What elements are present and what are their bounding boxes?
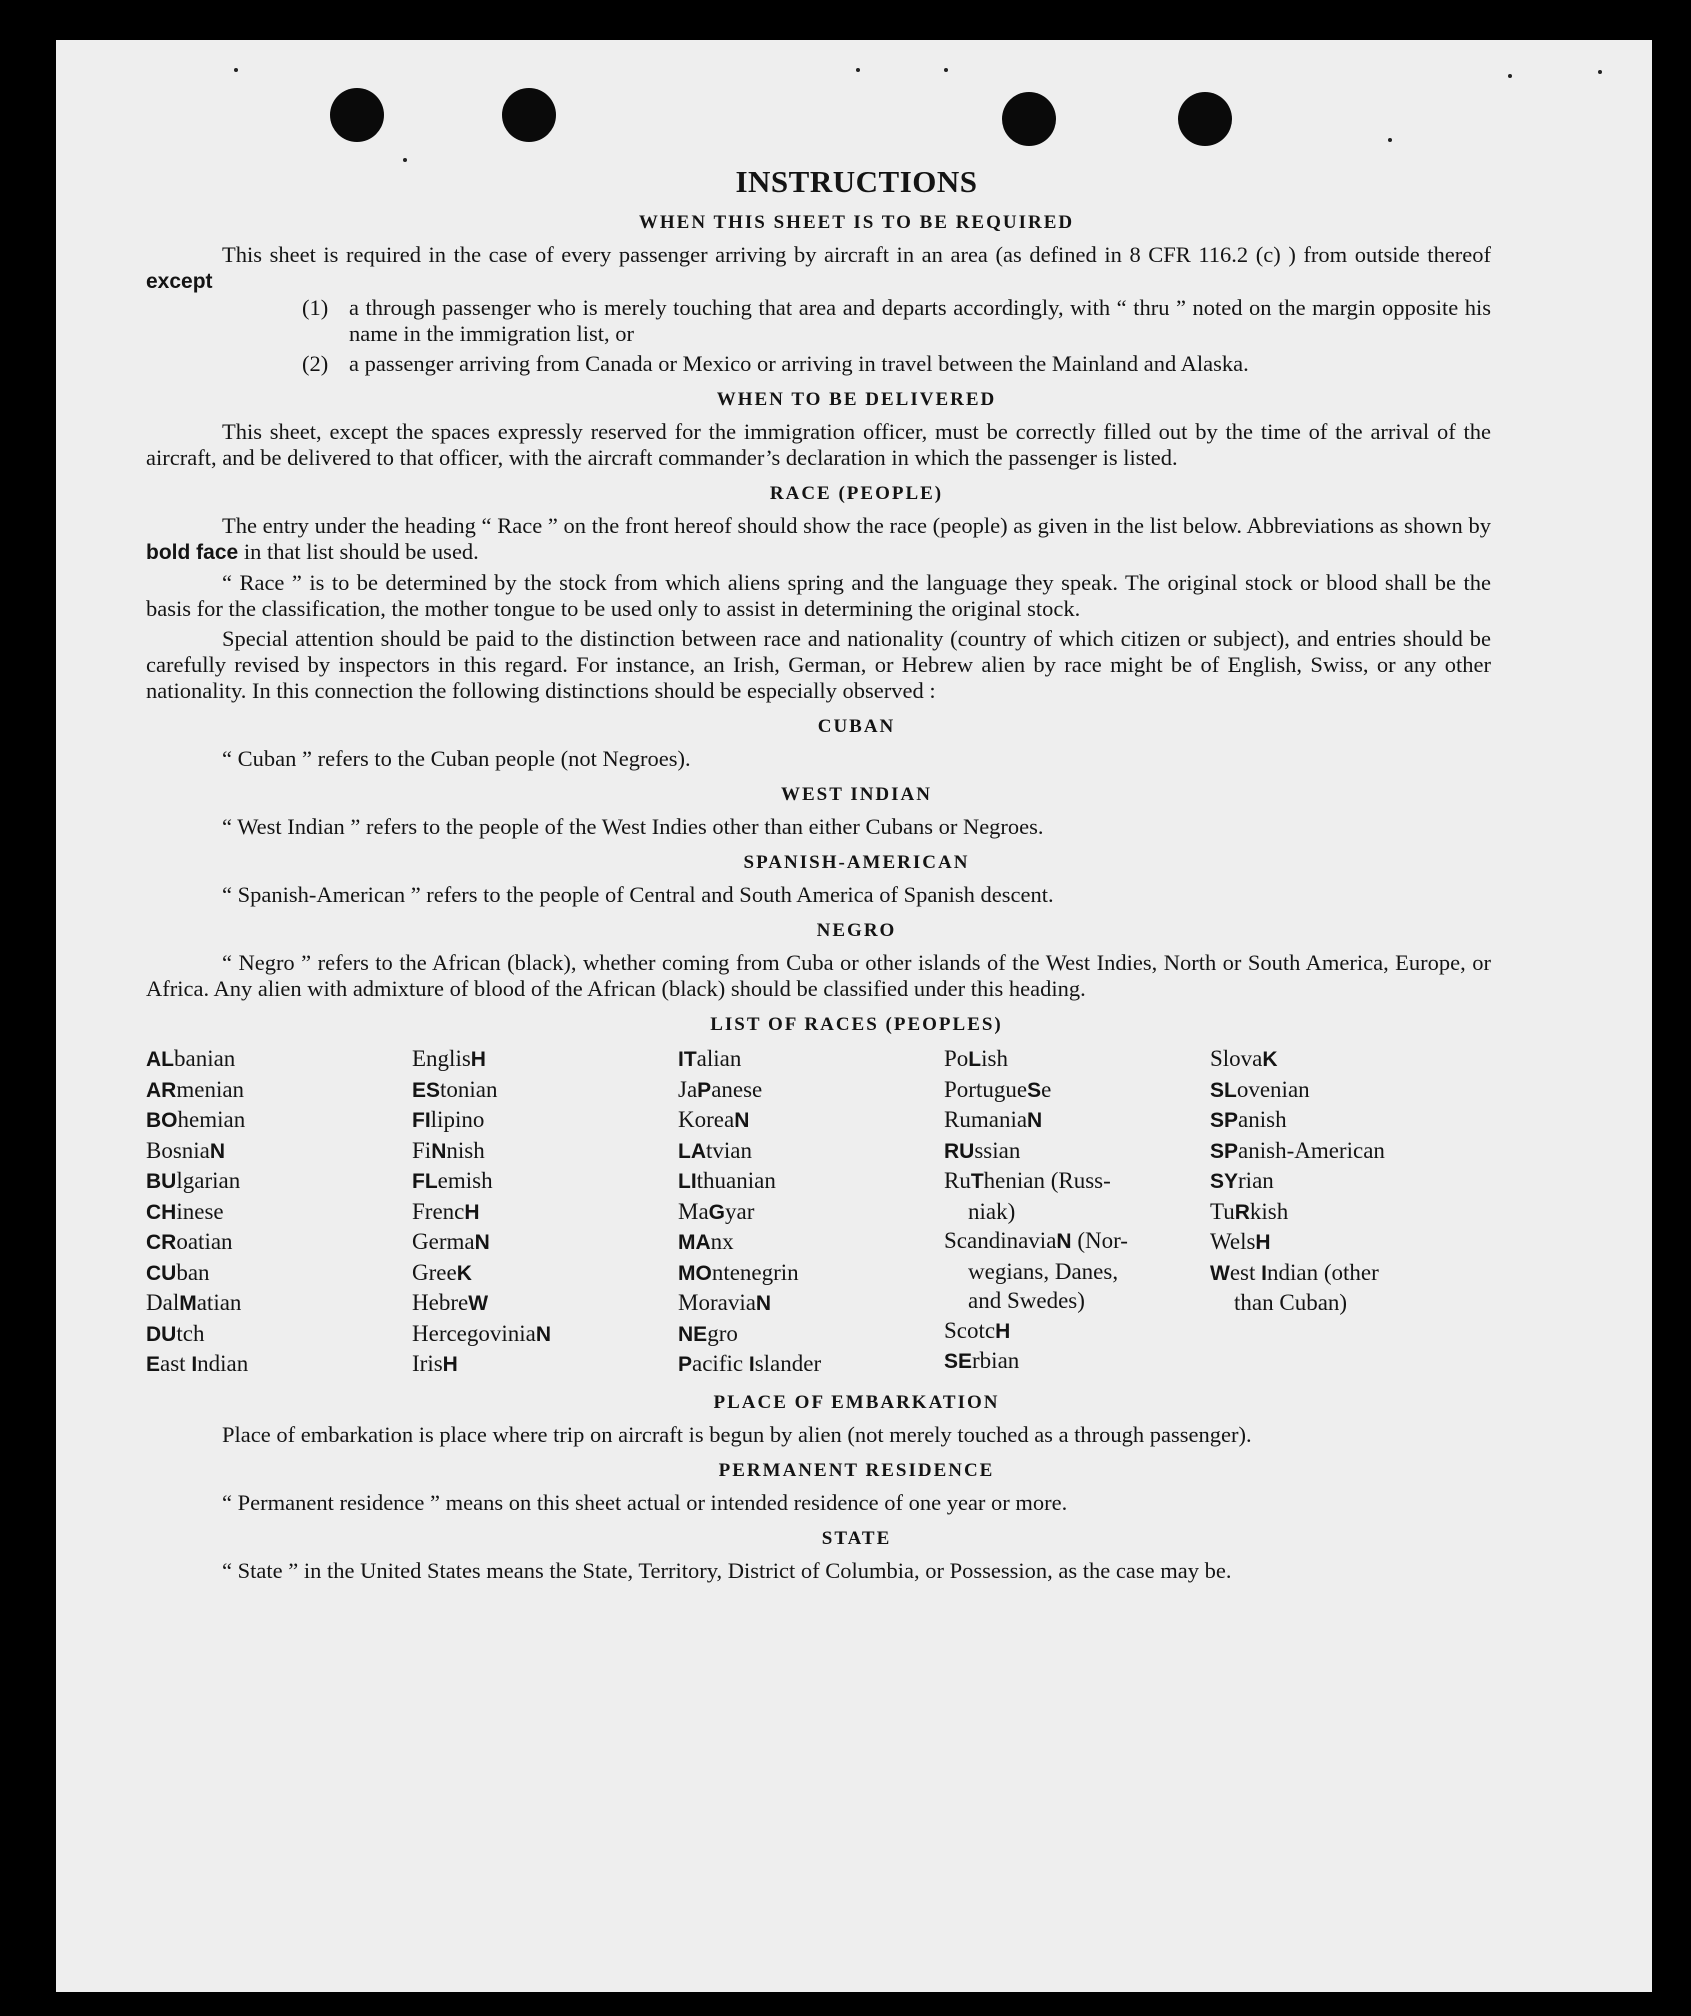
race-abbrev-bold: CR bbox=[146, 1231, 177, 1254]
race-text: atian bbox=[196, 1290, 242, 1315]
race-entry bbox=[146, 1075, 412, 1106]
race-abbrev-bold: N bbox=[209, 1139, 226, 1163]
race-abbrev-bold: N bbox=[535, 1322, 552, 1346]
race-entry bbox=[412, 1288, 678, 1319]
race-text: ast bbox=[160, 1351, 192, 1376]
race-text: e bbox=[1041, 1076, 1052, 1102]
heading-cuban: CUBAN bbox=[817, 716, 896, 737]
race-abbrev-bold: I bbox=[1261, 1261, 1267, 1285]
race-abbrev-bold: N bbox=[431, 1139, 447, 1163]
paragraph-required-bold: except bbox=[146, 270, 213, 293]
paragraph-race-1 bbox=[146, 513, 1491, 566]
page-title: INSTRUCTIONS bbox=[735, 164, 978, 199]
paper-speck bbox=[1598, 70, 1602, 74]
heading-race: RACE (PEOPLE) bbox=[769, 483, 944, 504]
race-text: Ru bbox=[944, 1168, 971, 1193]
race-entry bbox=[146, 1166, 412, 1197]
race-entry bbox=[412, 1349, 678, 1380]
paragraph-race-1-end: in that list should be used. bbox=[243, 539, 479, 564]
race-text: and Swedes) bbox=[968, 1288, 1085, 1313]
paragraph-race-3: Special attention should be paid to the distinction between race and nationality (country of which citizen or subject), and entries should be carefully revised by inspectors in this regard. For instance, an Irish, German, or Hebrew alien by race might be of English, Swiss, or any other nationality. In this connection the following distinctions should be especially observed : bbox=[146, 626, 1491, 703]
race-text: Frenc bbox=[412, 1198, 465, 1224]
race-abbrev-bold: H bbox=[470, 1048, 486, 1071]
race-entry bbox=[678, 1227, 944, 1258]
race-abbrev-bold: ES bbox=[412, 1078, 441, 1102]
race-text: Dal bbox=[146, 1290, 180, 1315]
race-entry bbox=[412, 1136, 678, 1167]
race-abbrev-bold: N bbox=[1027, 1109, 1043, 1132]
race-text: Germa bbox=[412, 1229, 475, 1254]
race-entry bbox=[412, 1197, 678, 1228]
race-text: banian bbox=[174, 1046, 236, 1071]
race-text: anish bbox=[1238, 1107, 1287, 1132]
race-abbrev-bold: FI bbox=[412, 1109, 431, 1132]
race-entry bbox=[944, 1105, 1210, 1136]
punch-hole bbox=[502, 88, 556, 142]
race-entry bbox=[944, 1257, 1210, 1287]
race-text: lipino bbox=[430, 1107, 485, 1132]
race-text: niak) bbox=[968, 1198, 1016, 1224]
race-abbrev-bold: R bbox=[1234, 1200, 1250, 1224]
race-abbrev-bold: H bbox=[464, 1200, 480, 1224]
paragraph-state: “ State ” in the United States means the State, Territory, District of Columbia, or Possession, as the case may be. bbox=[222, 1557, 1232, 1583]
race-text: Rumania bbox=[944, 1107, 1028, 1132]
race-entry bbox=[412, 1075, 678, 1106]
race-entry bbox=[146, 1044, 412, 1075]
list-item-number: (1) bbox=[302, 295, 329, 320]
race-entry bbox=[678, 1166, 944, 1197]
race-entry bbox=[678, 1349, 944, 1380]
list-item-exception-2 bbox=[302, 351, 1491, 377]
paper-speck bbox=[1388, 138, 1392, 142]
race-text: anish-American bbox=[1238, 1137, 1385, 1163]
race-abbrev-bold: N bbox=[1056, 1230, 1072, 1253]
race-abbrev-bold: L bbox=[968, 1048, 982, 1071]
race-entry bbox=[678, 1197, 944, 1228]
race-text: Tu bbox=[1210, 1198, 1235, 1224]
race-entry bbox=[412, 1105, 678, 1136]
paragraph-cuban: “ Cuban ” refers to the Cuban people (not Negroes). bbox=[222, 746, 691, 771]
race-entry bbox=[412, 1227, 678, 1258]
punch-hole bbox=[1178, 92, 1232, 146]
heading-when-required: WHEN THIS SHEET IS TO BE REQUIRED bbox=[638, 212, 1075, 233]
race-text: ndian bbox=[197, 1351, 249, 1376]
race-abbrev-bold: SL bbox=[1210, 1078, 1237, 1102]
race-abbrev-bold: BU bbox=[146, 1170, 177, 1193]
race-abbrev-bold: SE bbox=[944, 1350, 973, 1373]
paper-speck bbox=[856, 68, 860, 72]
race-entry bbox=[412, 1319, 678, 1350]
race-entry bbox=[1210, 1105, 1430, 1136]
paragraph-residence: “ Permanent residence ” means on this sheet actual or intended residence of one year or more. bbox=[222, 1489, 1068, 1515]
race-abbrev-bold: T bbox=[970, 1170, 984, 1193]
race-abbrev-bold: N bbox=[734, 1109, 750, 1132]
races-list bbox=[146, 1044, 1491, 1380]
race-abbrev-bold: LI bbox=[678, 1170, 697, 1193]
race-entry bbox=[678, 1258, 944, 1289]
race-entry bbox=[1210, 1166, 1430, 1197]
race-entry bbox=[146, 1258, 412, 1289]
list-item-number: (2) bbox=[302, 351, 329, 376]
race-text: slander bbox=[754, 1351, 822, 1376]
heading-permanent-residence: PERMANENT RESIDENCE bbox=[718, 1459, 995, 1481]
race-abbrev-bold: K bbox=[1262, 1048, 1278, 1071]
race-text: menian bbox=[176, 1076, 245, 1102]
race-entry bbox=[146, 1288, 412, 1319]
race-text: Bosnia bbox=[146, 1137, 210, 1163]
race-entry bbox=[678, 1105, 944, 1136]
race-abbrev-bold: I bbox=[748, 1353, 755, 1376]
race-abbrev-bold: M bbox=[179, 1292, 197, 1315]
race-entry bbox=[1210, 1044, 1430, 1075]
race-abbrev-bold: SP bbox=[1210, 1109, 1239, 1132]
paragraph-spanish-american: “ Spanish-American ” refers to the people of Central and South America of Spanish descent. bbox=[222, 882, 1054, 907]
race-text: est bbox=[1229, 1259, 1262, 1285]
race-text: rian bbox=[1238, 1168, 1274, 1193]
race-abbrev-bold: AL bbox=[146, 1048, 174, 1071]
list-item-exception-1 bbox=[302, 295, 1491, 347]
paragraph-west-indian: “ West Indian ” refers to the people of the West Indies other than either Cubans or Negroes. bbox=[222, 814, 1044, 839]
race-text: henian (Russ- bbox=[983, 1168, 1111, 1193]
race-text: nish bbox=[446, 1137, 485, 1163]
race-text: Fi bbox=[412, 1137, 432, 1163]
race-text: Scotc bbox=[944, 1317, 996, 1343]
race-text: hemian bbox=[177, 1107, 246, 1132]
race-text: Englis bbox=[412, 1046, 471, 1071]
race-text: lgarian bbox=[176, 1168, 241, 1193]
list-item-text: a through passenger who is merely touching that area and departs accordingly, with “ thru ” noted on the margin opposite his name in the immigration list, or bbox=[349, 295, 1491, 346]
race-text: nx bbox=[710, 1229, 734, 1254]
race-entry bbox=[944, 1346, 1210, 1377]
race-abbrev-bold: FL bbox=[412, 1170, 438, 1193]
race-entry bbox=[678, 1075, 944, 1106]
race-abbrev-bold: MA bbox=[678, 1231, 711, 1254]
race-entry bbox=[412, 1166, 678, 1197]
punch-hole bbox=[1002, 92, 1056, 146]
race-entry bbox=[944, 1286, 1210, 1316]
paragraph-embarkation: Place of embarkation is place where trip on aircraft is begun by alien (not merely touched as a through passenger). bbox=[222, 1421, 1252, 1447]
race-abbrev-bold: I bbox=[191, 1353, 198, 1376]
race-text: Ma bbox=[678, 1198, 709, 1224]
race-abbrev-bold: N bbox=[755, 1292, 772, 1315]
races-column bbox=[146, 1044, 412, 1380]
race-abbrev-bold: G bbox=[708, 1200, 726, 1224]
paragraph-race-2: “ Race ” is to be determined by the stock from which aliens spring and the language they speak. The original stock or blood shall be the basis for the classification, the mother tongue to be used only to assist in determining the original stock. bbox=[146, 570, 1491, 621]
paper-speck bbox=[1508, 74, 1512, 78]
race-text: rbian bbox=[972, 1348, 1020, 1373]
race-entry bbox=[146, 1105, 412, 1136]
race-abbrev-bold: P bbox=[678, 1353, 693, 1376]
race-text: yar bbox=[725, 1198, 755, 1224]
race-text: ssian bbox=[974, 1137, 1021, 1163]
paragraph-required bbox=[146, 242, 1491, 295]
race-text: Po bbox=[944, 1046, 969, 1071]
race-text: Slova bbox=[1210, 1046, 1263, 1071]
race-abbrev-bold: W bbox=[468, 1292, 489, 1315]
race-entry bbox=[944, 1075, 1210, 1106]
race-text: tch bbox=[176, 1320, 205, 1346]
race-text: gro bbox=[707, 1320, 738, 1346]
race-abbrev-bold: P bbox=[697, 1078, 712, 1102]
race-abbrev-bold: NE bbox=[678, 1322, 708, 1346]
race-entry bbox=[1210, 1227, 1430, 1258]
race-text: alian bbox=[696, 1046, 742, 1071]
race-text: Hebre bbox=[412, 1290, 469, 1315]
race-abbrev-bold: E bbox=[146, 1353, 161, 1376]
race-text: Korea bbox=[678, 1107, 735, 1132]
paragraph-negro: “ Negro ” refers to the African (black), whether coming from Cuba or other islands of the West Indies, North or South America, Europe, or Africa. Any alien with admixture of blood of the African (black) should be classified under this heading. bbox=[146, 950, 1491, 1001]
paragraph-race-1-bold: bold face bbox=[146, 541, 239, 564]
race-entry bbox=[412, 1044, 678, 1075]
heading-when-delivered: WHEN TO BE DELIVERED bbox=[716, 389, 997, 410]
race-abbrev-bold: CU bbox=[146, 1261, 177, 1285]
race-text: Scandinavia bbox=[944, 1228, 1057, 1253]
race-abbrev-bold: AR bbox=[146, 1078, 177, 1102]
race-entry bbox=[1210, 1136, 1430, 1167]
paper-speck bbox=[234, 68, 238, 72]
race-abbrev-bold: H bbox=[1255, 1231, 1271, 1254]
race-abbrev-bold: RU bbox=[944, 1139, 975, 1163]
race-abbrev-bold: SY bbox=[1210, 1170, 1239, 1193]
race-abbrev-bold: H bbox=[995, 1319, 1011, 1343]
paragraph-race-1-start: The entry under the heading “ Race ” on the front hereof should show the race (people) as given in the list below. Abbreviations as shown by bbox=[222, 513, 1491, 538]
race-abbrev-bold: IT bbox=[678, 1048, 697, 1071]
list-item-text: a passenger arriving from Canada or Mexico or arriving in travel between the Mainland and Alaska. bbox=[349, 351, 1249, 376]
race-entry bbox=[1210, 1288, 1430, 1318]
race-entry bbox=[1210, 1075, 1430, 1106]
race-abbrev-bold: S bbox=[1027, 1078, 1042, 1102]
race-entry bbox=[146, 1349, 412, 1380]
race-text: than Cuban) bbox=[1234, 1290, 1348, 1315]
race-text: Gree bbox=[412, 1259, 457, 1285]
document-content bbox=[146, 158, 1491, 1584]
race-text: kish bbox=[1249, 1198, 1289, 1224]
race-abbrev-bold: SP bbox=[1210, 1139, 1239, 1163]
race-abbrev-bold: DU bbox=[146, 1322, 177, 1346]
heading-west-indian: WEST INDIAN bbox=[781, 784, 932, 805]
race-entry bbox=[944, 1166, 1210, 1197]
race-entry bbox=[944, 1226, 1210, 1257]
paragraph-delivered: This sheet, except the spaces expressly reserved for the immigration officer, must be correctly filled out by the time of the arrival of the aircraft, and be delivered to that officer, with the aircraft commander’s declaration in which the passenger is listed. bbox=[146, 419, 1491, 470]
paragraph-required-text: This sheet is required in the case of every passenger arriving by aircraft in an area (as defined in 8 CFR 116.2 (c) ) from outside thereof bbox=[222, 242, 1491, 267]
race-text: Portugue bbox=[944, 1076, 1028, 1102]
race-text: ntenegrin bbox=[711, 1259, 799, 1285]
race-abbrev-bold: W bbox=[1210, 1261, 1230, 1285]
race-entry bbox=[1210, 1197, 1430, 1228]
race-text: thuanian bbox=[696, 1168, 776, 1193]
race-text: Moravia bbox=[678, 1290, 756, 1315]
race-text: ndian (other bbox=[1266, 1259, 1379, 1285]
race-text: wegians, Danes, bbox=[968, 1258, 1119, 1284]
race-entry bbox=[146, 1227, 412, 1258]
race-abbrev-bold: CH bbox=[146, 1200, 177, 1224]
race-entry bbox=[146, 1136, 412, 1167]
race-abbrev-bold: MO bbox=[678, 1261, 712, 1285]
race-text: Ja bbox=[678, 1076, 698, 1102]
race-entry bbox=[944, 1136, 1210, 1167]
punch-hole bbox=[330, 88, 384, 142]
heading-list-of-races: LIST OF RACES (PEOPLES) bbox=[710, 1014, 1003, 1035]
race-text: Iris bbox=[412, 1351, 443, 1376]
races-column bbox=[1210, 1044, 1430, 1380]
race-text: (Nor- bbox=[1071, 1228, 1128, 1253]
race-text: tonian bbox=[440, 1076, 498, 1102]
race-text: ban bbox=[176, 1259, 210, 1285]
races-column bbox=[944, 1044, 1210, 1380]
race-entry bbox=[412, 1258, 678, 1289]
heading-place-of-embarkation: PLACE OF EMBARKATION bbox=[713, 1391, 1000, 1413]
race-text: oatian bbox=[176, 1229, 233, 1254]
race-entry bbox=[944, 1197, 1210, 1227]
race-entry bbox=[678, 1319, 944, 1350]
races-column bbox=[412, 1044, 678, 1380]
race-text: anese bbox=[711, 1076, 763, 1102]
race-text: inese bbox=[176, 1198, 224, 1224]
heading-state: STATE bbox=[821, 1527, 892, 1549]
race-text: acific bbox=[692, 1351, 749, 1376]
race-entry bbox=[146, 1319, 412, 1350]
race-abbrev-bold: LA bbox=[678, 1139, 706, 1163]
heading-negro: NEGRO bbox=[816, 920, 897, 941]
heading-spanish-american: SPANISH-AMERICAN bbox=[743, 852, 970, 873]
race-entry bbox=[678, 1288, 944, 1319]
race-abbrev-bold: BO bbox=[146, 1109, 178, 1132]
race-entry bbox=[146, 1197, 412, 1228]
race-entry bbox=[1210, 1258, 1430, 1289]
race-abbrev-bold: K bbox=[456, 1261, 472, 1285]
paper-speck bbox=[944, 68, 948, 72]
race-text: emish bbox=[437, 1168, 493, 1193]
races-column bbox=[678, 1044, 944, 1380]
race-abbrev-bold: N bbox=[474, 1231, 490, 1254]
race-text: Wels bbox=[1210, 1229, 1256, 1254]
race-entry bbox=[944, 1044, 1210, 1075]
race-text: tvian bbox=[706, 1137, 752, 1163]
race-text: ovenian bbox=[1236, 1076, 1310, 1102]
race-abbrev-bold: H bbox=[442, 1353, 458, 1376]
race-text: Hercegovinia bbox=[412, 1320, 536, 1346]
race-entry bbox=[678, 1136, 944, 1167]
race-entry bbox=[944, 1316, 1210, 1347]
race-entry bbox=[678, 1044, 944, 1075]
race-text: ish bbox=[981, 1046, 1008, 1071]
